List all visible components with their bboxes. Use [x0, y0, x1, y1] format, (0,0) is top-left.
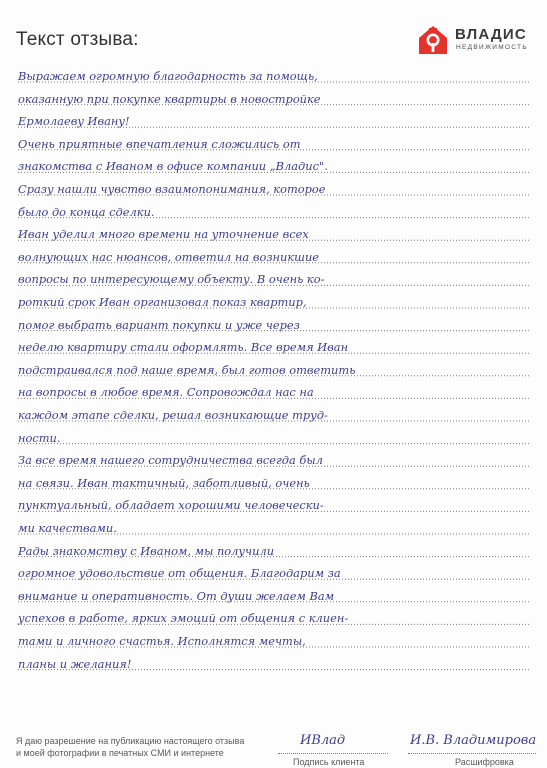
form-title: Текст отзыва:	[16, 29, 139, 50]
vladis-logo	[416, 22, 534, 56]
publication-consent	[16, 735, 266, 759]
consent-line: и моей фотографии в печатных СМИ и интернете	[16, 748, 224, 758]
handwritten-line: Ермолаеву Ивану!	[18, 114, 130, 129]
handwritten-line: помог выбрать вариант покупки и уже через	[18, 317, 300, 332]
handwritten-line: внимание и оперативность. От души желаем Вам	[18, 588, 335, 603]
handwritten-line: огромное удовольствие от общения. Благодарим за	[18, 566, 341, 581]
logo-subtitle: НЕДВИЖИМОСТЬ	[456, 44, 528, 51]
handwritten-line: Сразу нашли чувство взаимопонимания, которое	[18, 182, 326, 196]
handwritten-line: Очень приятные впечатления сложились от	[18, 136, 301, 151]
handwritten-line: планы и желания!	[18, 656, 132, 671]
handwritten-line: было до конца сделки.	[18, 204, 155, 219]
handwritten-line: Рады знакомству с Иваном, мы получили	[18, 543, 275, 558]
client-signature: ИВлад	[300, 733, 346, 748]
handwritten-line: на связи. Иван тактичный, заботливый, очень	[18, 475, 310, 490]
handwritten-line: успехов в работе, ярких эмоций от общения с клиен-	[18, 611, 349, 626]
decoding-line	[408, 753, 536, 754]
handwritten-line: ми качествами.	[18, 521, 117, 535]
review-text-area	[18, 64, 530, 684]
logo-wordmark: ВЛАДИС	[455, 26, 527, 43]
handwritten-line: волнующих нас нюансов, ответил на возникшие	[18, 249, 320, 264]
handwritten-line: За все время нашего сотрудничества всегда был	[18, 453, 323, 468]
handwritten-line: оказанную при покупке квартиры в новостройке	[18, 91, 321, 106]
client-name-decoding: И.В. Владимирова	[410, 733, 537, 748]
handwritten-line: пунктуальный, обладает хорошими человечески-	[18, 498, 324, 513]
handwritten-line: Иван уделил много времени на уточнение всех	[18, 227, 309, 242]
signature-caption: Подпись клиента	[293, 757, 365, 767]
handwritten-line: Выражаем огромную благодарность за помощь,	[18, 69, 318, 83]
handwritten-line: знакомства с Иваном в офисе компании „Владис".	[18, 159, 328, 174]
signature-line	[278, 753, 388, 754]
handwritten-line: тами и личного счастья. Исполнятся мечты,	[18, 634, 306, 648]
consent-line: Я даю разрешение на публикацию настоящего отзыва	[16, 736, 245, 746]
handwritten-line: ности.	[18, 430, 61, 445]
house-logo-icon	[416, 24, 450, 56]
handwritten-line: неделю квартиру стали оформлять. Все время Иван	[18, 340, 349, 355]
decoding-caption: Расшифровка	[455, 757, 514, 767]
handwritten-line: на вопросы в любое время. Сопровождал нас на	[18, 385, 314, 400]
handwritten-line: вопросы по интересующему объекту. В очень ко-	[18, 272, 325, 287]
handwritten-line: подстраивался под наше время, был готов ответить	[18, 362, 356, 377]
handwritten-line: каждом этапе сделки, решал возникающие труд-	[18, 408, 328, 422]
handwritten-line: роткий срок Иван организовал показ квартир,	[18, 295, 307, 309]
